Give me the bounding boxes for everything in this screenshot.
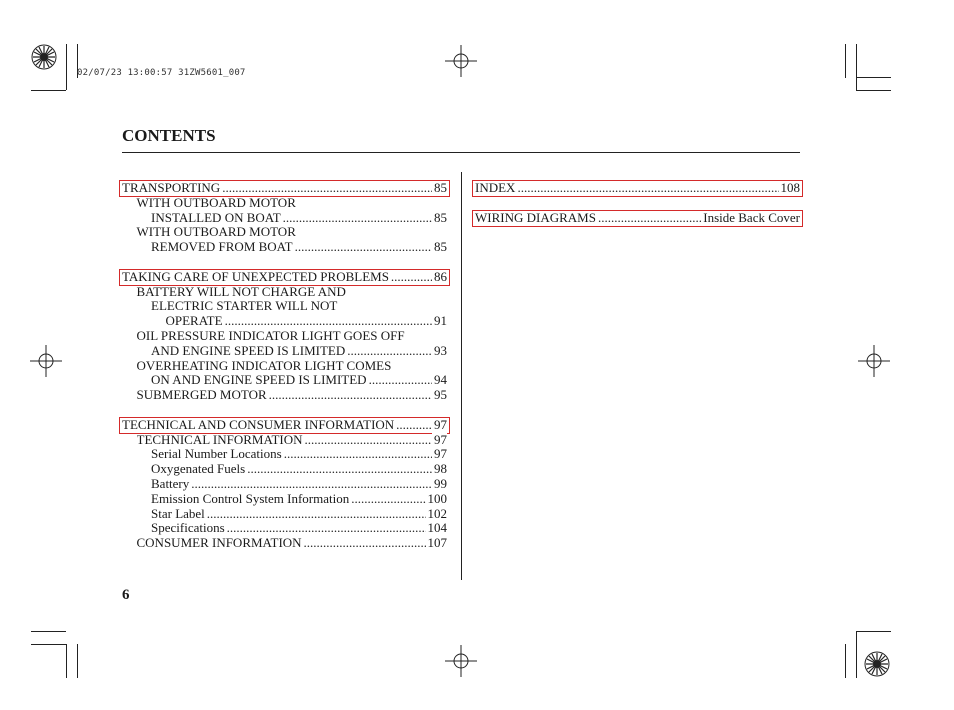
toc-leader-dots	[305, 433, 433, 448]
toc-entry-page: Inside Back Cover	[703, 210, 800, 225]
toc-entry[interactable]	[151, 492, 447, 507]
highlight-box	[472, 210, 803, 227]
toc-entry[interactable]	[151, 477, 447, 492]
toc-entry-page: 86	[434, 269, 447, 284]
toc-leader-dots	[207, 507, 426, 522]
toc-subheading: ELECTRIC STARTER WILL NOT	[151, 298, 338, 314]
toc-entry-label: Star Label	[151, 506, 205, 521]
crop-mark-line	[77, 644, 78, 678]
toc-entry-page: 100	[427, 491, 447, 506]
toc-entry-label: WIRING DIAGRAMS	[475, 210, 596, 225]
print-stamp: 02/07/23 13:00:57 31ZW5601_007	[77, 68, 246, 78]
toc-entry-page: 104	[427, 521, 447, 536]
highlight-box	[119, 417, 450, 434]
page-title: CONTENTS	[122, 126, 216, 145]
toc-entry-label: TECHNICAL AND CONSUMER INFORMATION	[122, 417, 395, 432]
toc-entry-label: INSTALLED ON BOAT	[151, 210, 281, 225]
title-rule	[122, 152, 800, 153]
toc-entry[interactable]	[137, 536, 448, 551]
crop-mark-line	[845, 44, 846, 78]
crop-mark-line	[856, 631, 857, 678]
toc-leader-dots	[225, 314, 432, 329]
page-number: 6	[122, 587, 130, 603]
crop-mark-line	[31, 631, 66, 632]
toc-entry-page: 93	[434, 343, 447, 358]
crop-mark-line	[31, 90, 66, 91]
toc-entry-label: ON AND ENGINE SPEED IS LIMITED	[151, 373, 367, 388]
toc-leader-dots	[369, 373, 432, 388]
toc-entry[interactable]	[137, 433, 448, 448]
toc-entry[interactable]	[151, 373, 447, 388]
crop-mark-line	[856, 44, 857, 90]
toc-entry-page: 91	[434, 314, 447, 329]
toc-entry[interactable]	[151, 344, 447, 359]
toc-leader-dots	[247, 462, 432, 477]
toc-entry-page: 99	[434, 477, 447, 491]
registration-crosshair-icon	[445, 45, 477, 77]
toc-entry-label: Oxygenated Fuels	[151, 462, 246, 477]
toc-leader-dots	[284, 447, 432, 462]
toc-entry-page: 107	[427, 536, 447, 551]
toc-subheading: BATTERY WILL NOT CHARGE AND	[136, 283, 346, 299]
crop-mark-line	[31, 644, 66, 645]
registration-crosshair-icon	[445, 645, 477, 677]
toc-entry[interactable]	[166, 314, 448, 329]
registration-starburst-icon	[864, 651, 890, 677]
toc-leader-dots	[347, 344, 432, 359]
toc-entry-page: 102	[427, 506, 447, 521]
crop-mark-line	[856, 77, 891, 78]
toc-entry-page: 97	[434, 432, 447, 447]
toc-entry-label: TRANSPORTING	[122, 181, 221, 195]
toc-entry-page: 108	[780, 181, 800, 195]
toc-entry[interactable]	[151, 211, 447, 226]
toc-subheading: WITH OUTBOARD MOTOR	[136, 194, 296, 210]
toc-entry-page: 95	[434, 388, 447, 403]
toc-entry-label: OPERATE	[165, 314, 223, 329]
registration-crosshair-icon	[30, 345, 62, 377]
toc-leader-dots	[304, 536, 426, 551]
toc-leader-dots	[295, 240, 432, 255]
toc-entry-label: AND ENGINE SPEED IS LIMITED	[151, 343, 346, 358]
toc-entry[interactable]	[151, 240, 447, 255]
highlight-box	[472, 180, 803, 197]
toc-entry-label: Specifications	[151, 521, 225, 536]
toc-entry-label: REMOVED FROM BOAT	[151, 240, 293, 255]
column-divider	[461, 172, 462, 580]
toc-entry[interactable]	[137, 388, 448, 403]
toc-subheading: OIL PRESSURE INDICATOR LIGHT GOES OFF	[136, 328, 405, 343]
toc-leader-dots	[227, 521, 426, 536]
registration-crosshair-icon	[858, 345, 890, 377]
crop-mark-line	[845, 644, 846, 678]
registration-starburst-icon	[31, 44, 57, 70]
crop-mark-line	[856, 631, 891, 632]
toc-subheading: WITH OUTBOARD MOTOR	[136, 224, 296, 240]
crop-mark-line	[66, 644, 67, 678]
toc-entry-page: 98	[434, 462, 447, 477]
toc-leader-dots	[351, 492, 425, 507]
toc-entry-label: CONSUMER INFORMATION	[136, 536, 302, 551]
toc-entry-page: 85	[434, 181, 447, 195]
toc-leader-dots	[283, 211, 432, 226]
toc-entry-label: TECHNICAL INFORMATION	[136, 432, 303, 447]
toc-entry[interactable]	[151, 521, 447, 536]
toc-entry-label: Battery	[151, 477, 190, 491]
toc-entry-page: 94	[434, 373, 447, 388]
toc-entry-page: 97	[434, 447, 447, 462]
crop-mark-line	[856, 90, 891, 91]
toc-entry[interactable]	[151, 507, 447, 522]
toc-entry-label: INDEX	[475, 181, 516, 195]
toc-leader-dots	[269, 388, 432, 403]
toc-entry-label: TAKING CARE OF UNEXPECTED PROBLEMS	[122, 269, 389, 284]
toc-entry-page: 97	[434, 417, 447, 432]
toc-entry-label: SUBMERGED MOTOR	[136, 388, 267, 403]
toc-leader-dots	[191, 477, 432, 492]
toc-entry-page: 85	[434, 210, 447, 225]
toc-entry[interactable]	[151, 462, 447, 477]
toc-entry-label: Emission Control System Information	[151, 491, 350, 506]
toc-entry-page: 85	[434, 240, 447, 255]
crop-mark-line	[66, 44, 67, 90]
toc-entry[interactable]	[151, 447, 447, 462]
toc-entry-label: Serial Number Locations	[151, 447, 282, 462]
toc-subheading: OVERHEATING INDICATOR LIGHT COMES	[136, 357, 392, 373]
